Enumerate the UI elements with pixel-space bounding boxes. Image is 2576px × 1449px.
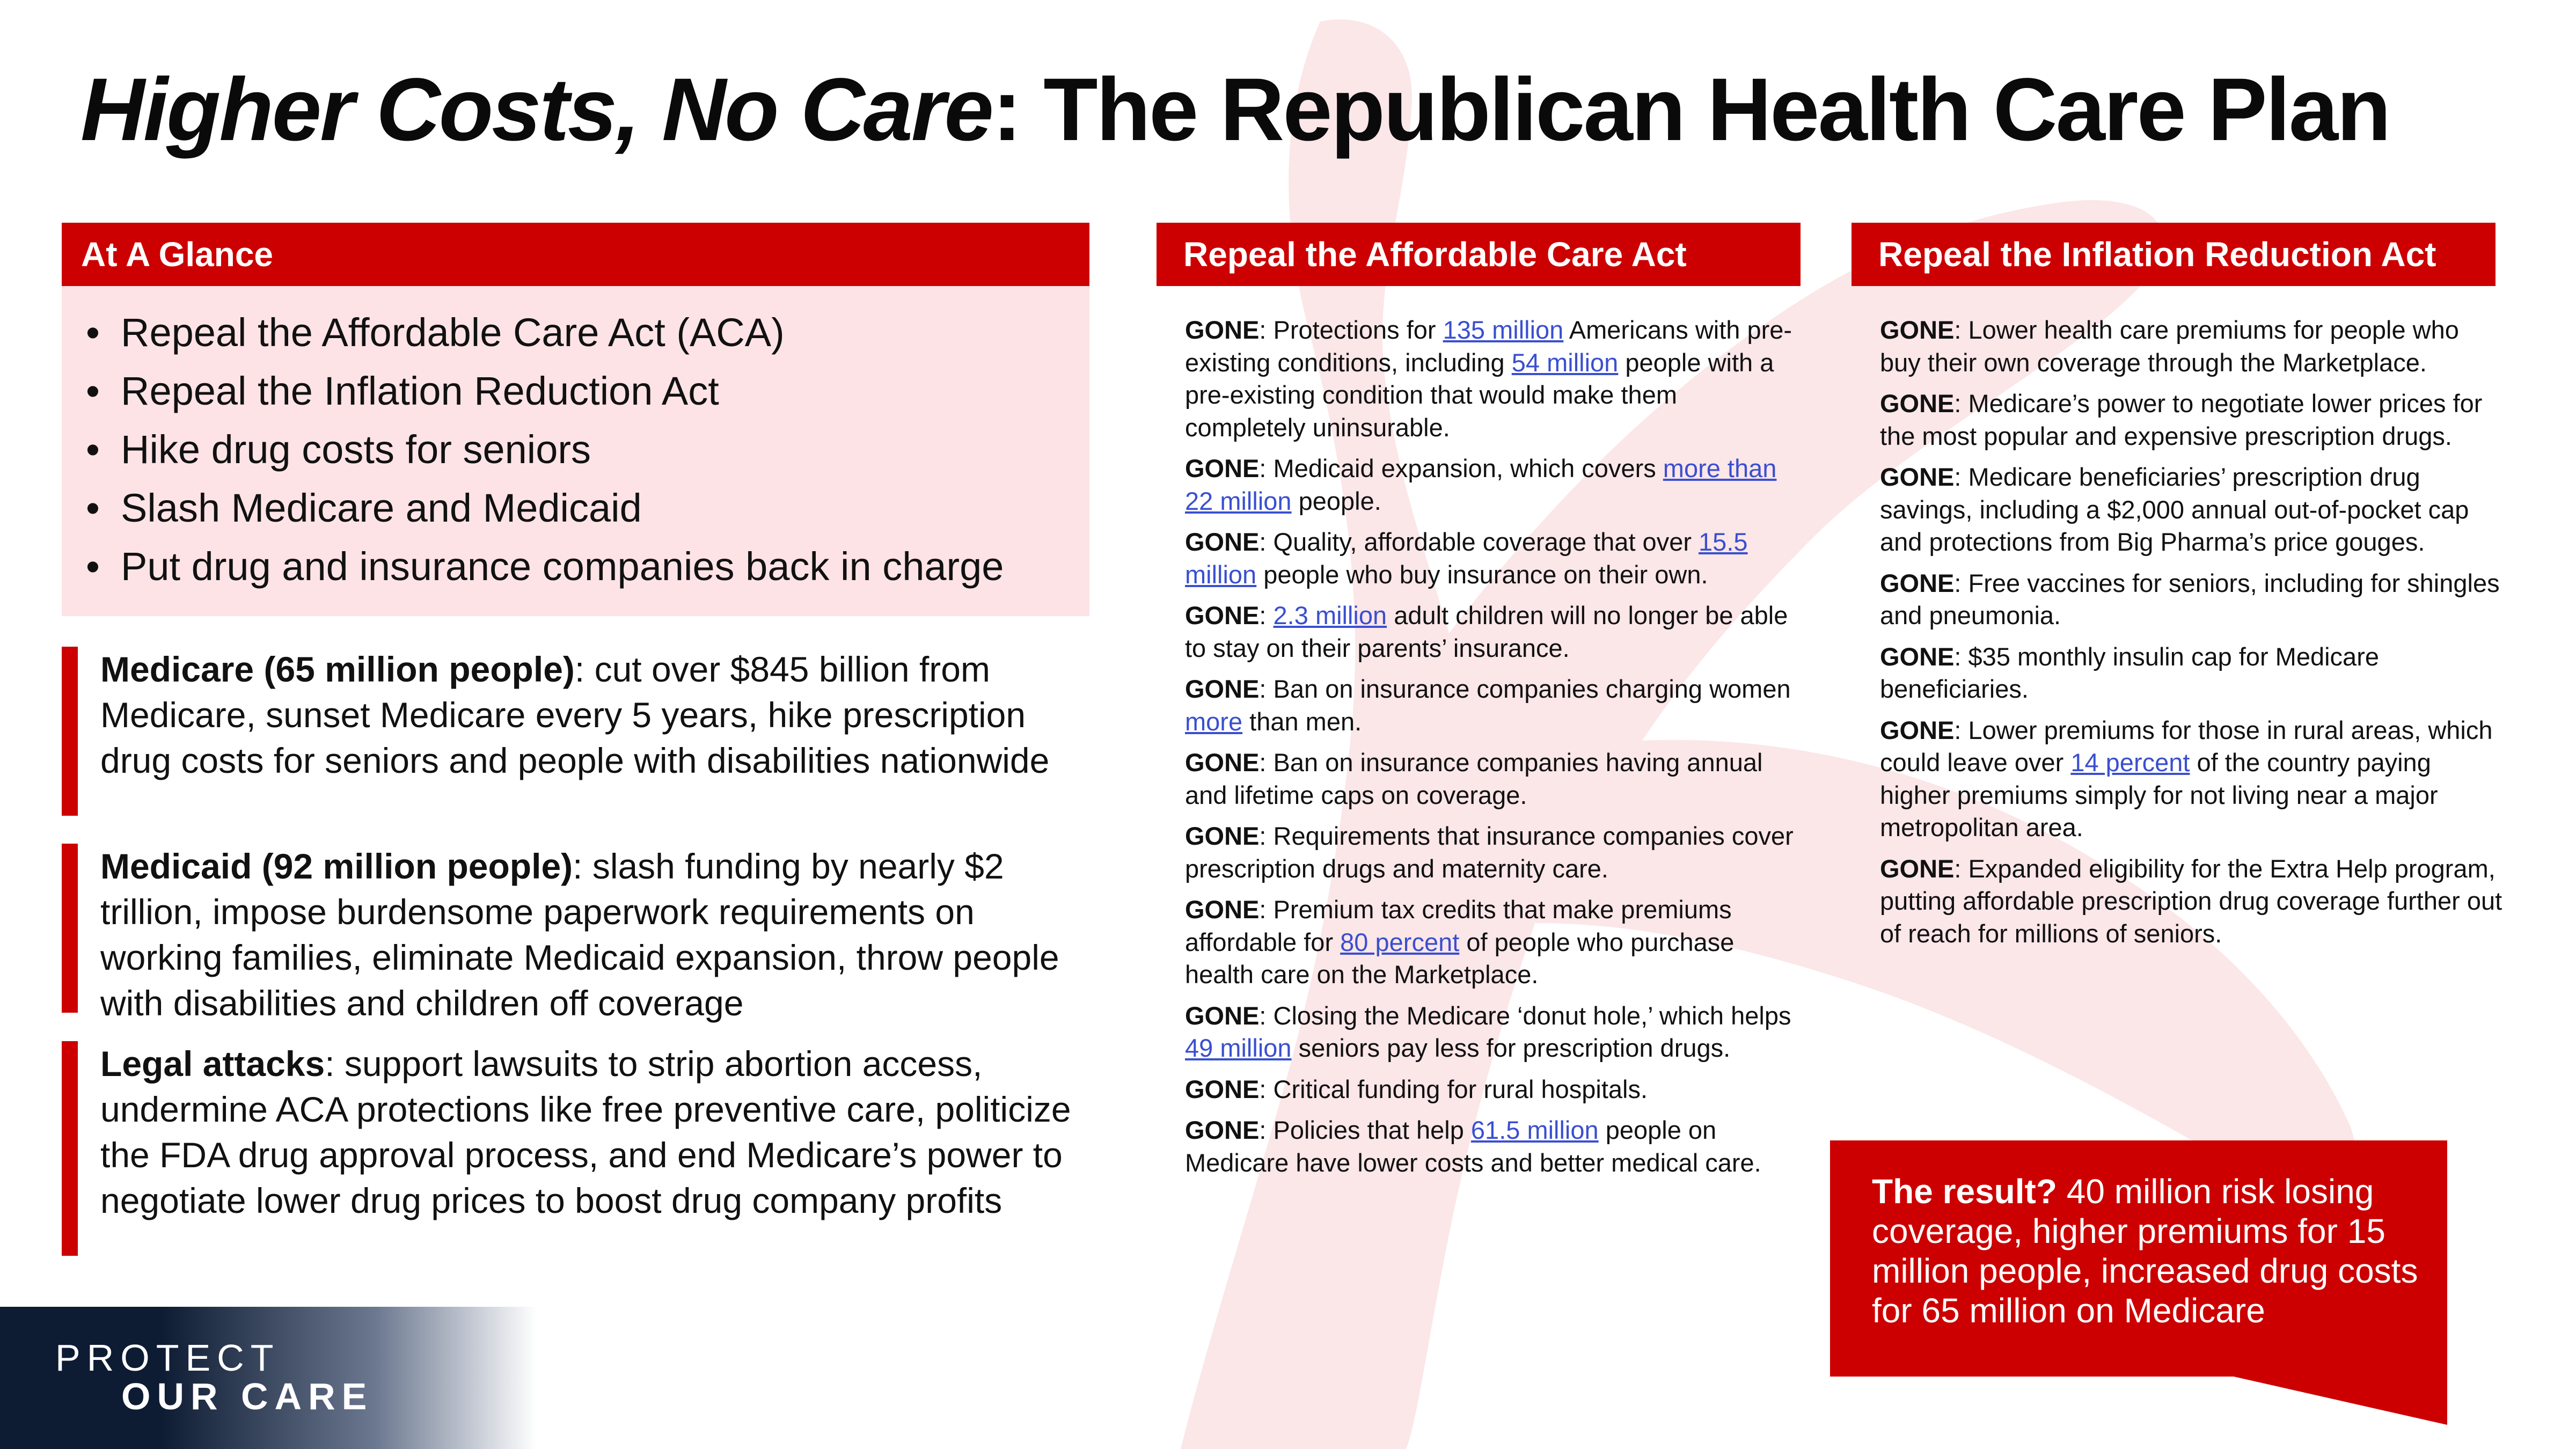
callout-tail-shape <box>2222 1374 2447 1425</box>
gone-text: : Lower premiums for those in rural areas, which could leave over <box>1880 715 2493 777</box>
gone-label: GONE <box>1880 854 1955 883</box>
gone-label: GONE <box>1185 528 1260 556</box>
gone-label: GONE <box>1185 316 1260 344</box>
gone-text: of the country paying higher premiums simply for not living near a major metropolitan area. <box>1880 748 2438 841</box>
gone-label: GONE <box>1880 389 1955 418</box>
result-label: The result? <box>1872 1172 2057 1211</box>
source-link[interactable]: 135 million <box>1443 316 1564 344</box>
source-link[interactable]: 2.3 million <box>1273 601 1387 630</box>
gone-text: : Premium tax credits that make premiums affordable for <box>1185 895 1732 956</box>
source-link[interactable]: more than 22 million <box>1185 454 1777 515</box>
source-link[interactable]: 15.5 million <box>1185 528 1748 589</box>
glance-item-label: Repeal the Affordable Care Act (ACA) <box>121 310 785 355</box>
gone-label: GONE <box>1880 568 1955 597</box>
glance-item-label: Repeal the Inflation Reduction Act <box>121 369 719 413</box>
gone-label: GONE <box>1185 1001 1260 1030</box>
gone-text: : Free vaccines for seniors, including for shingles and pneumonia. <box>1880 568 2500 630</box>
gone-text: : Policies that help <box>1259 1116 1471 1144</box>
source-link[interactable]: 49 million <box>1185 1034 1292 1062</box>
source-link[interactable]: 14 percent <box>2070 748 2190 777</box>
gone-text: than men. <box>1242 707 1362 736</box>
gone-text: of people who purchase health care on the Marketplace. <box>1185 927 1735 989</box>
logo-line-2: OUR CARE <box>121 1375 374 1417</box>
gone-label: GONE <box>1880 642 1955 671</box>
gone-label: GONE <box>1880 463 1955 491</box>
source-link[interactable]: 61.5 million <box>1470 1116 1599 1144</box>
gone-text: : Medicare beneficiaries’ prescription drug savings, including a $2,000 annual out-of-pocket cap and protections from Big Pharma’s price gouges. <box>1880 463 2469 556</box>
bullet-icon: • <box>86 544 100 589</box>
bullet-icon: • <box>86 369 100 413</box>
bullet-icon: • <box>86 310 100 355</box>
gone-text: : Medicaid expansion, which covers <box>1259 454 1663 482</box>
glance-header-label: At A Glance <box>81 235 273 274</box>
gone-text: : $35 monthly insulin cap for Medicare beneficiaries. <box>1880 642 2379 703</box>
gone-label: GONE <box>1185 748 1260 777</box>
gone-text: : Ban on insurance companies charging women <box>1259 675 1791 703</box>
gone-text: seniors pay less for prescription drugs. <box>1291 1034 1731 1062</box>
gone-text: : Closing the Medicare ‘donut hole,’ which helps <box>1259 1001 1791 1030</box>
bullet-icon: • <box>86 427 100 472</box>
title-rest: : The Republican Health Care Plan <box>992 60 2390 159</box>
gone-text: : Lower health care premiums for people who buy their own coverage through the Marketplace. <box>1880 316 2459 377</box>
gone-text: people. <box>1291 486 1381 515</box>
source-link[interactable]: more <box>1185 707 1243 736</box>
gone-text: people with a pre-existing condition that would make them completely uninsurable. <box>1185 348 1774 442</box>
ira-header-label: Repeal the Inflation Reduction Act <box>1878 235 2436 274</box>
gone-text: Americans with pre-existing conditions, including <box>1185 316 1792 377</box>
gone-text: : Medicare’s power to negotiate lower prices for the most popular and expensive prescription drugs. <box>1880 389 2483 450</box>
gone-text: : Requirements that insurance companies cover prescription drugs and maternity care. <box>1185 822 1794 883</box>
glance-item-label: Put drug and insurance companies back in charge <box>121 544 1004 589</box>
bullet-icon: • <box>86 486 100 530</box>
gone-text: : Quality, affordable coverage that over <box>1259 528 1699 556</box>
glance-item-label: Hike drug costs for seniors <box>121 427 591 472</box>
gone-label: GONE <box>1880 316 1955 344</box>
gone-label: GONE <box>1185 601 1260 630</box>
gone-text: : Protections for <box>1259 316 1443 344</box>
glance-item-label: Slash Medicare and Medicaid <box>121 486 642 530</box>
policy-body: : support lawsuits to strip abortion access, undermine ACA protections like free preventive care, politicize the FDA drug approval process, and end Medicare’s power to negotiate lower drug prices to boost drug company profits <box>100 1044 1071 1220</box>
gone-text: : Expanded eligibility for the Extra Help program, putting affordable prescription drug coverage further out of reach for millions of seniors. <box>1880 854 2502 948</box>
gone-label: GONE <box>1185 675 1260 703</box>
result-text <box>1872 1172 2430 1330</box>
gone-text: people who buy insurance on their own. <box>1256 560 1708 589</box>
source-link[interactable]: 54 million <box>1511 348 1619 377</box>
title-italic: Higher Costs, No Care <box>80 60 992 159</box>
gone-text: : <box>1259 601 1274 630</box>
policy-body: : slash funding by nearly $2 trillion, impose burdensome paperwork requirements on working families, eliminate Medicaid expansion, throw people with disabilities and children off coverage <box>100 846 1059 1023</box>
result-body: 40 million risk losing coverage, higher premiums for 15 million people, increased drug costs for 65 million on Medicare <box>1872 1172 2418 1330</box>
policy-label: Medicaid (92 million people) <box>100 846 573 886</box>
gone-text: : Ban on insurance companies having annual and lifetime caps on coverage. <box>1185 748 1763 809</box>
gone-label: GONE <box>1185 454 1260 482</box>
gone-label: GONE <box>1185 1074 1260 1103</box>
policy-label: Legal attacks <box>100 1044 325 1084</box>
policy-body: : cut over $845 billion from Medicare, sunset Medicare every 5 years, hike prescription drug costs for seniors and people with disabilities nationwide <box>100 649 1050 780</box>
gone-text: people on Medicare have lower costs and better medical care. <box>1185 1116 1761 1177</box>
gone-label: GONE <box>1185 822 1260 850</box>
gone-text: : Critical funding for rural hospitals. <box>1259 1074 1648 1103</box>
logo-line-1: PROTECT <box>55 1337 280 1379</box>
source-link[interactable]: 80 percent <box>1340 927 1460 956</box>
gone-label: GONE <box>1185 1116 1260 1144</box>
gone-label: GONE <box>1185 895 1260 924</box>
gone-text: adult children will no longer be able to stay on their parents’ insurance. <box>1185 601 1788 662</box>
aca-header-label: Repeal the Affordable Care Act <box>1183 235 1687 274</box>
gone-label: GONE <box>1880 715 1955 744</box>
policy-label: Medicare (65 million people) <box>100 649 575 689</box>
